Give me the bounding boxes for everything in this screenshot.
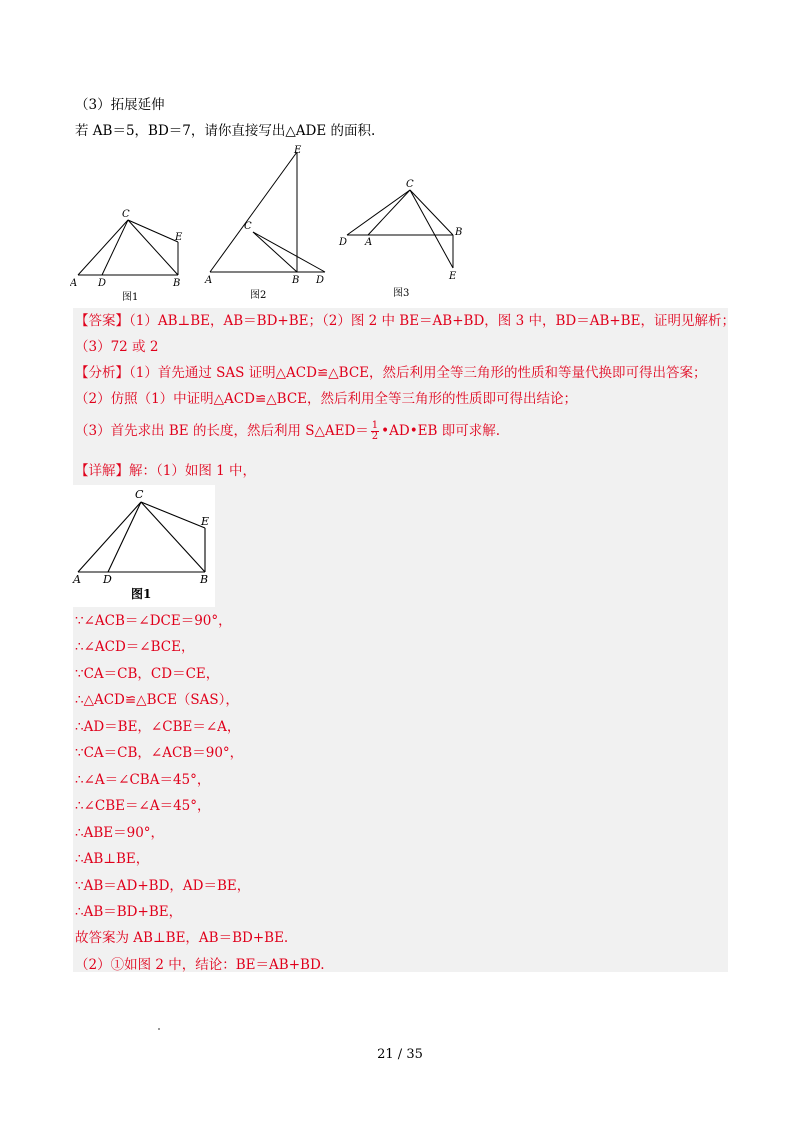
step-10: ∴AB⊥BE， — [75, 851, 150, 867]
label-A: A — [70, 278, 78, 289]
label-B: B — [455, 227, 463, 238]
label-A: A — [205, 275, 213, 286]
figure-3-caption: 图3 — [393, 288, 410, 299]
label-C: C — [122, 209, 130, 220]
detail-figure-1 — [72, 485, 215, 607]
step-8: ∴∠CBE＝∠A＝45°， — [75, 798, 211, 814]
label-E: E — [294, 145, 302, 156]
step-6: ∵CA＝CB，∠ACB＝90°， — [75, 745, 244, 761]
detail-intro: 【详解】解：（1）如图 1 中， — [75, 463, 257, 479]
label-E: E — [175, 232, 183, 243]
analysis-line-3-pre: （3）首先求出 BE 的长度，然后利用 S△AED＝ — [75, 423, 369, 439]
label-E: E — [201, 515, 210, 528]
label-D: D — [339, 237, 348, 248]
analysis-line-2: （2）仿照（1）中证明△ACD≌△BCE，然后利用全等三角形的性质即可得出结论； — [75, 391, 578, 407]
label-E: E — [449, 271, 457, 282]
step-2: ∴∠ACD＝∠BCE， — [75, 639, 195, 655]
label-D: D — [316, 275, 325, 286]
label-C: C — [406, 179, 414, 190]
stray-dot — [158, 1028, 160, 1030]
label-C: C — [135, 488, 144, 501]
page-separator: / — [397, 1047, 403, 1062]
section-heading: （3）拓展延伸 — [75, 97, 165, 113]
step-9: ∴ABE＝90°， — [75, 825, 165, 841]
label-B: B — [200, 573, 209, 586]
step-5: ∴AD＝BE，∠CBE＝∠A， — [75, 719, 241, 735]
analysis-line-3-post: •AD•EB 即可求解. — [381, 423, 501, 439]
question-text: 若 AB＝5，BD＝7，请你直接写出△ADE 的面积. — [75, 123, 376, 139]
label-D: D — [98, 278, 107, 289]
answer-line-1: 【答案】（1）AB⊥BE，AB＝BD+BE；（2）图 2 中 BE＝AB+BD，图 3 中，BD＝AB+BE，证明见解析； — [75, 313, 735, 329]
analysis-line-3 — [75, 418, 500, 444]
label-B: B — [292, 275, 300, 286]
figure-2 — [200, 142, 340, 305]
step-4: ∴△ACD≌△BCE（SAS）， — [75, 692, 239, 708]
page-total: 35 — [406, 1047, 423, 1062]
label-A: A — [365, 237, 373, 248]
figure-3 — [335, 173, 475, 303]
figure-1 — [70, 200, 190, 305]
step-3: ∵CA＝CB，CD＝CE， — [75, 666, 220, 682]
step-1: ∵∠ACB＝∠DCE＝90°， — [75, 613, 232, 629]
label-A: A — [73, 573, 81, 586]
analysis-line-1: 【分析】（1）首先通过 SAS 证明△ACD≌△BCE，然后利用全等三角形的性质和等量代换即可得出答案； — [75, 365, 707, 381]
step-11: ∵AB＝AD+BD，AD＝BE， — [75, 878, 251, 894]
page-current: 21 — [377, 1047, 394, 1062]
step-14: （2）①如图 2 中，结论：BE＝AB+BD. — [75, 957, 325, 973]
step-7: ∴∠A＝∠CBA＝45°， — [75, 772, 211, 788]
detail-figure-caption: 图1 — [131, 587, 152, 601]
label-D: D — [103, 573, 112, 586]
figure-2-caption: 图2 — [250, 290, 267, 301]
page-number — [0, 1047, 800, 1062]
figure-1-caption: 图1 — [122, 292, 139, 303]
step-13: 故答案为 AB⊥BE，AB＝BD+BE. — [75, 930, 289, 946]
label-C: C — [244, 221, 252, 232]
step-12: ∴AB＝BD+BE， — [75, 904, 183, 920]
one-half-fraction: $\frac{1}{2}$ — [371, 420, 379, 442]
label-B: B — [173, 278, 181, 289]
answer-line-2: （3）72 或 2 — [75, 339, 159, 355]
